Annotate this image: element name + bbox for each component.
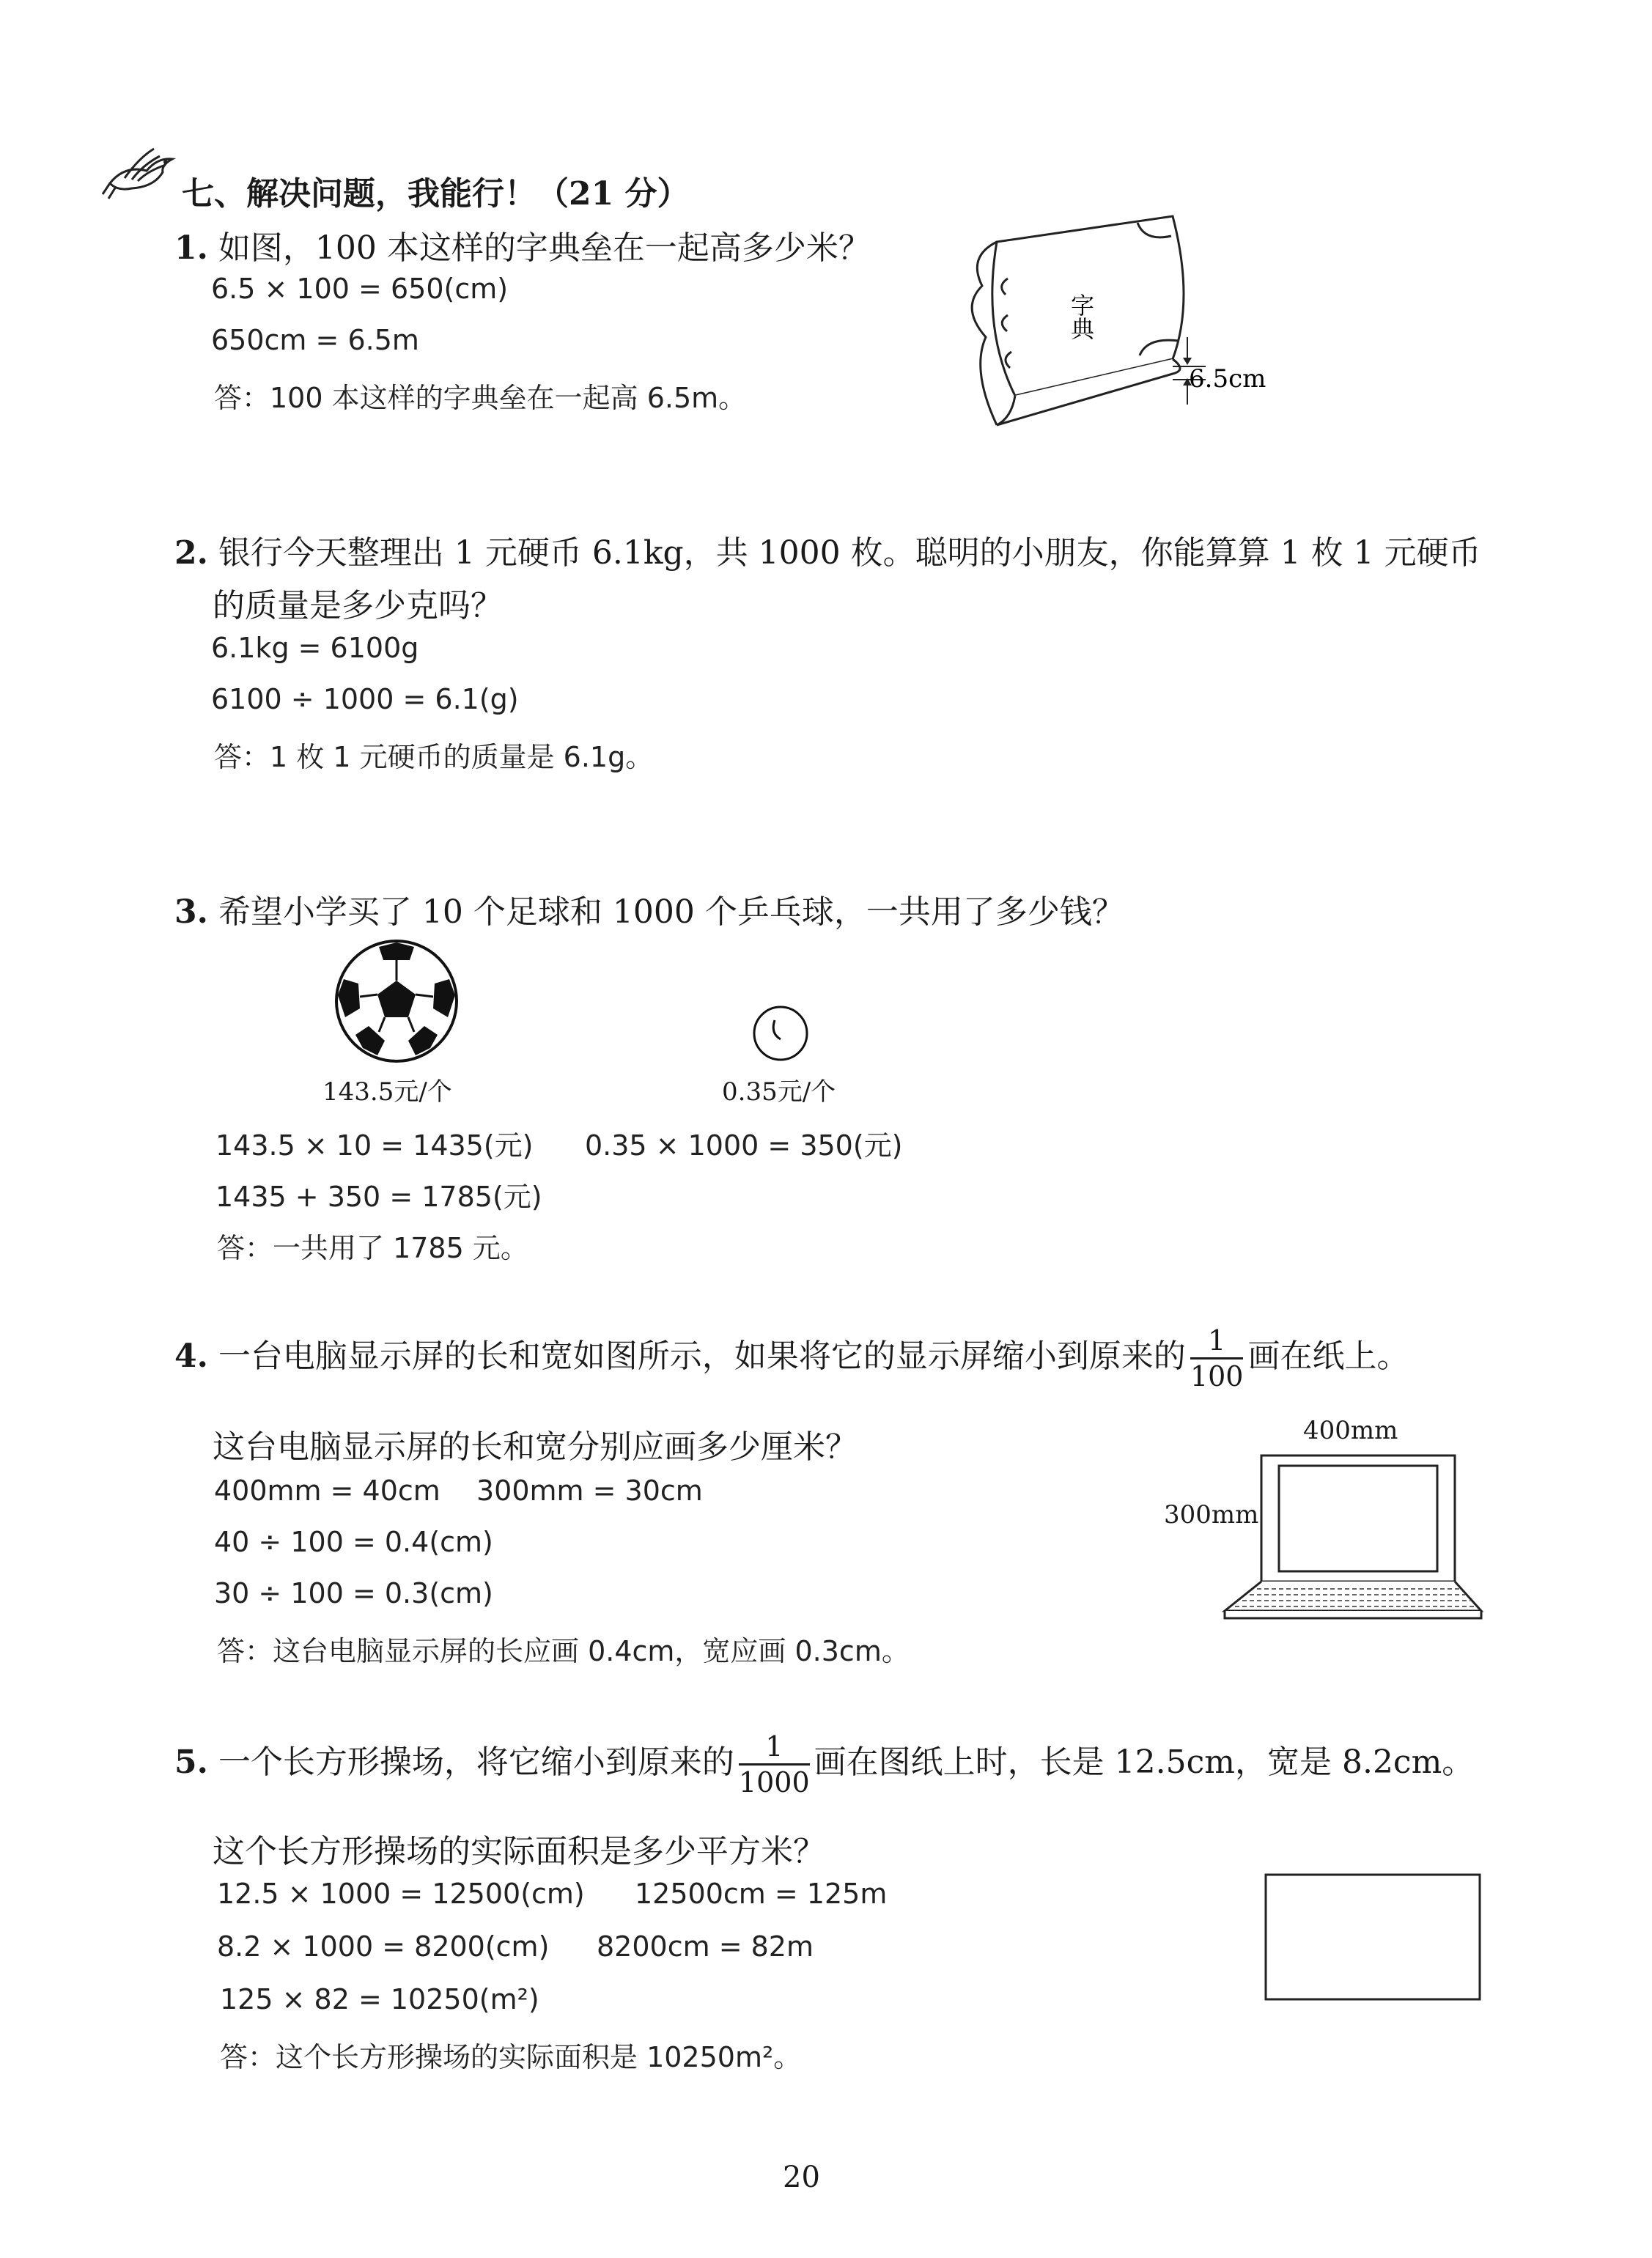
q4-fraction-denominator: 100	[1190, 1360, 1244, 1392]
q5-work-2: 12500cm = 125m	[635, 1878, 888, 1910]
playground-rectangle	[1264, 1873, 1484, 2005]
q1-number: 1.	[174, 229, 208, 267]
q5-answer: 答：这个长方形操场的实际面积是 10250m²。	[220, 2041, 802, 2073]
q4-work-3: 40 ÷ 100 = 0.4(cm)	[214, 1526, 493, 1558]
q2-work-2: 6100 ÷ 1000 = 6.1(g)	[211, 683, 519, 715]
pingpong-price: 0.35元/个	[722, 1077, 836, 1107]
q5-fraction-denominator: 1000	[738, 1766, 810, 1798]
page-number: 20	[783, 2161, 820, 2194]
q4-work-1: 400mm = 40cm	[214, 1475, 440, 1507]
dictionary-label: 字典	[1067, 293, 1095, 340]
q3-number: 3.	[174, 893, 208, 931]
q4-fraction	[1190, 1324, 1244, 1392]
q4-question-part2: 画在纸上。	[1247, 1338, 1409, 1375]
q2-answer: 答：1 枚 1 元硬币的质量是 6.1g。	[214, 741, 654, 773]
q3-answer: 答：一共用了 1785 元。	[217, 1232, 528, 1264]
q5-question-line2: 这个长方形操场的实际面积是多少平方米？	[213, 1833, 825, 1870]
q2-question-line1: 银行今天整理出 1 元硬币 6.1kg，共 1000 枚。聪明的小朋友，你能算算 1 枚 1 元硬币	[218, 534, 1481, 572]
q2-number: 2.	[174, 534, 208, 572]
q4-work-4: 30 ÷ 100 = 0.3(cm)	[214, 1577, 493, 1609]
q5-question-part2: 画在图纸上时，长是 12.5cm，宽是 8.2cm。	[814, 1744, 1475, 1781]
football-price: 143.5元/个	[322, 1077, 452, 1107]
q3-work-1: 143.5 × 10 = 1435(元)	[215, 1129, 534, 1162]
q1-text	[174, 221, 871, 268]
q4-work-2: 300mm = 30cm	[476, 1475, 703, 1507]
q5-question-part1: 一个长方形操场，将它缩小到原来的	[218, 1744, 734, 1781]
q5-work-5: 125 × 82 = 10250(m²)	[220, 1983, 539, 2015]
q4-answer: 答：这台电脑显示屏的长应画 0.4cm，宽应画 0.3cm。	[217, 1635, 910, 1667]
q3-work-2: 0.35 × 1000 = 350(元)	[585, 1129, 903, 1162]
q4-text	[174, 1324, 1409, 1392]
q5-fraction-numerator: 1	[739, 1733, 810, 1766]
q4-question-part1: 一台电脑显示屏的长和宽如图所示，如果将它的显示屏缩小到原来的	[218, 1338, 1186, 1375]
q1-answer: 答：100 本这样的字典垒在一起高 6.5m。	[214, 382, 747, 414]
q1-work-2: 650cm = 6.5m	[211, 324, 419, 356]
q5-work-1: 12.5 × 1000 = 12500(cm)	[217, 1878, 585, 1910]
dictionary-thickness: 6.5cm	[1189, 364, 1266, 394]
q4-number: 4.	[174, 1338, 208, 1375]
q4-fraction-numerator: 1	[1190, 1327, 1244, 1359]
laptop-figure	[1220, 1451, 1484, 1627]
q3-text	[174, 885, 1124, 932]
q2-text	[174, 526, 1481, 573]
q3-work-3: 1435 + 350 = 1785(元)	[215, 1181, 542, 1213]
q1-work-1: 6.5 × 100 = 650(cm)	[211, 273, 509, 305]
q2-work-1: 6.1kg = 6100g	[211, 632, 419, 664]
q5-fraction	[738, 1730, 810, 1798]
q5-work-4: 8200cm = 82m	[597, 1930, 814, 1963]
dictionary-figure	[953, 213, 1290, 440]
bird-icon	[103, 143, 176, 202]
q1-question: 如图，100 本这样的字典垒在一起高多少米？	[218, 229, 871, 267]
q5-work-3: 8.2 × 1000 = 8200(cm)	[217, 1930, 550, 1963]
section-title: 七、解决问题，我能行！（21 分）	[182, 175, 690, 213]
q2-question-line2: 的质量是多少克吗？	[213, 587, 503, 624]
football-icon	[333, 938, 460, 1064]
pingpong-ball-icon	[751, 1004, 810, 1063]
q4-question-line2: 这台电脑显示屏的长和宽分别应画多少厘米？	[213, 1428, 858, 1466]
monitor-height-label: 300mm	[1164, 1500, 1259, 1530]
q5-text	[174, 1730, 1475, 1798]
q3-question: 希望小学买了 10 个足球和 1000 个乒乓球，一共用了多少钱？	[218, 893, 1124, 931]
monitor-width-label: 400mm	[1303, 1416, 1398, 1445]
q5-number: 5.	[174, 1744, 208, 1781]
